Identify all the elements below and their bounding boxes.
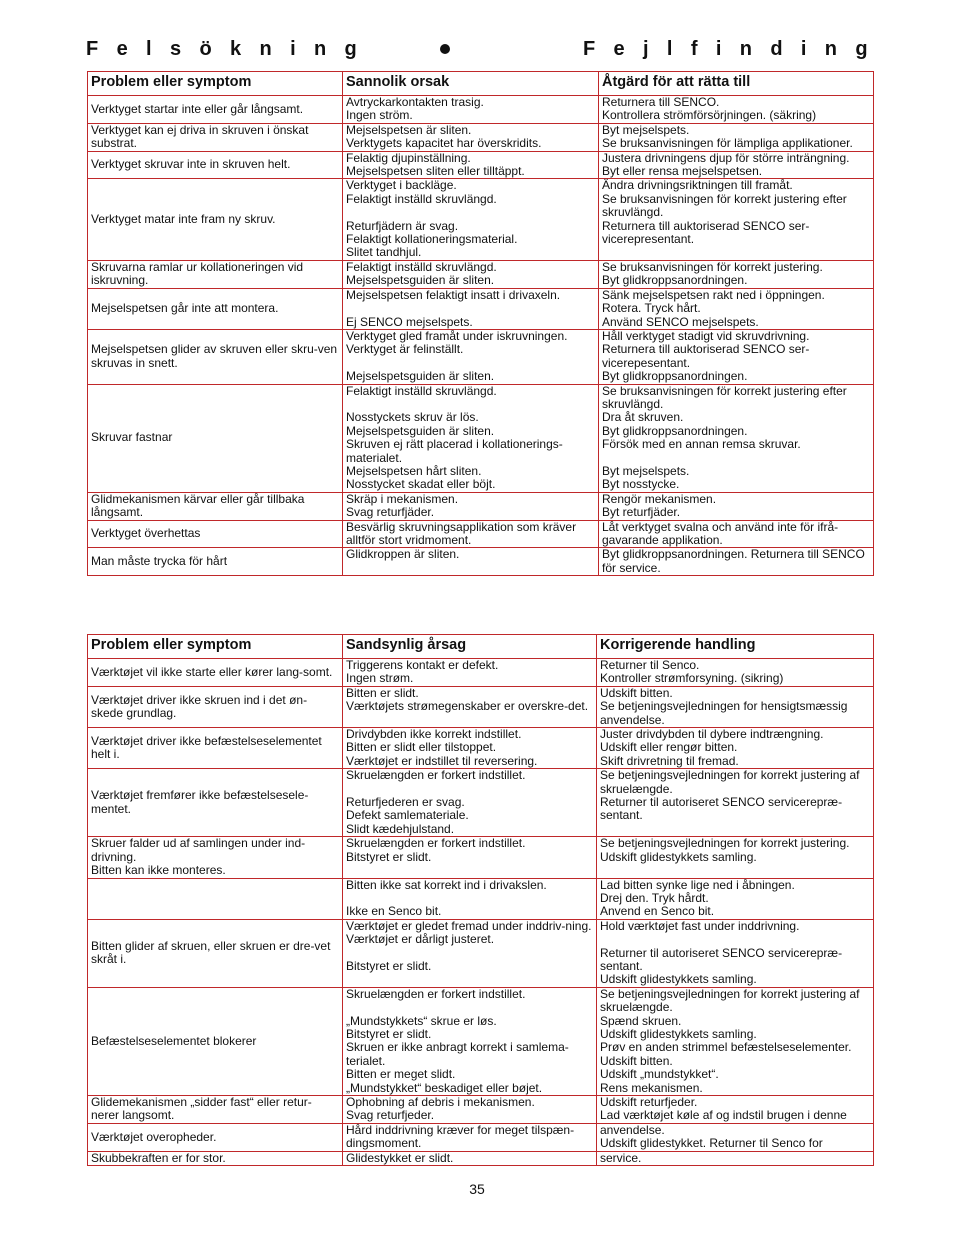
cause-cell: Bitten er slidt. Værktøjets strømegenskaber er overskre-det. [343,686,597,727]
problem-cell: Verktyget startar inte eller går långsamt. [88,96,343,124]
page-number: 35 [469,1181,485,1197]
table-row [88,96,874,124]
cause-cell: Triggerens kontakt er defekt. Ingen strøm. [343,659,597,687]
remedy-cell: Rengör mekanismen. Byt returfjäder. [599,492,874,520]
troubleshooting-table-swedish [87,71,874,576]
problem-cell: Skruvar fastnar [88,384,343,492]
problem-cell: Værktøjet fremfører ikke befæstelsesele-mentet. [88,769,343,837]
column-header-problem: Problem eller symptom [88,72,343,96]
cause-cell: Mejselspetsen är sliten. Verktygets kapacitet har överskridits. [343,123,599,151]
bullet-separator [440,44,450,54]
table-row [88,179,874,260]
column-header-cause: Sannolik orsak [343,72,599,96]
table-header-row [88,72,874,96]
problem-cell: Bitten glider af skruen, eller skruen er dre-vet skråt i. [88,919,343,987]
cause-cell: Skruelængden er forkert indstillet. „Mundstykkets“ skrue er løs. Bitstyret er slidt. Skruen er ikke anbragt korrekt i samlema-terialet. Bitten er meget slidt. „Mundstykket“ beskadiget eller bøjet. [343,987,597,1095]
cause-cell: Ophobning af debris i mekanismen. Svag returfjeder. [343,1096,597,1124]
section-title-swedish: F e l s ö k n i n g [86,38,364,60]
table-row [88,686,874,727]
remedy-cell: Håll verktyget stadigt vid skruvdrivning. Returnera till auktoriserad SENCO ser-vicerepesentant. Byt glidkroppsanordningen. [599,329,874,384]
cause-cell: Værktøjet er gledet fremad under inddriv-ning. Værktøjet er dårligt justeret. Bitstyret er slidt. [343,919,597,987]
remedy-cell: Se betjeningsvejledningen for korrekt justering af skruelængde. Spænd skruen. Udskift glidestykkets samling. Prøv en anden strimmel befæstelseselementer. Udskift bitten. Udskift „mundstykket“. Rens mekanismen. [597,987,874,1095]
problem-cell: Man måste trycka för hårt [88,548,343,576]
problem-cell: Værktøjet driver ikke befæstelseselementet helt i. [88,728,343,769]
cause-cell: Skräp i mekanismen. Svag returfjäder. [343,492,599,520]
table-row [88,492,874,520]
problem-cell: Værktøjet overopheder. [88,1123,343,1151]
cause-cell: Verktyget gled framåt under iskruvningen. Verktyget är felinställt. Mejselspetsguiden är sliten. [343,329,599,384]
problem-cell: Skruvarna ramlar ur kollationeringen vid iskruvning. [88,260,343,288]
remedy-cell: Se betjeningsvejledningen for korrekt justering af skruelængde. Returner til autoriseret SENCO servicerepræ-sentant. [597,769,874,837]
column-header-cause: Sandsynlig årsag [343,635,597,659]
table-row [88,260,874,288]
cause-cell: Avtryckarkontakten trasig. Ingen ström. [343,96,599,124]
remedy-cell: Udskift returfjeder. Lad værktøjet køle af og indstil brugen i denne [597,1096,874,1124]
remedy-cell: Se betjeningsvejledningen for korrekt justering. Udskift glidestykkets samling. [597,837,874,878]
table-row [88,520,874,548]
problem-cell: Verktyget skruvar inte in skruven helt. [88,151,343,179]
table-row [88,987,874,1095]
table-row [88,329,874,384]
remedy-cell: Returnera till SENCO. Kontrollera strömförsörjningen. (säkring) [599,96,874,124]
cause-cell: Hård inddrivning kræver for meget tilspæn-dingsmoment. [343,1123,597,1151]
table-row [88,1123,874,1151]
cause-cell: Besvärlig skruvningsapplikation som kräver alltför stort vridmoment. [343,520,599,548]
table-row [88,151,874,179]
table-row [88,659,874,687]
table-row [88,837,874,878]
cause-cell: Skruelængden er forkert indstillet. Bitstyret er slidt. [343,837,597,878]
cause-cell: Glidkroppen är sliten. [343,548,599,576]
remedy-cell: Låt verktyget svalna och använd inte för ifrå-gavarande applikation. [599,520,874,548]
cause-cell: Drivdybden ikke korrekt indstillet. Bitten er slidt eller tilstoppet. Værktøjet er indstillet til reversering. [343,728,597,769]
remedy-cell: Hold værktøjet fast under inddrivning. Returner til autoriseret SENCO servicerepræ-sentant. Udskift glidestykkets samling. [597,919,874,987]
remedy-cell: Byt mejselspets. Se bruksanvisningen för lämpliga applikationer. [599,123,874,151]
table-row [88,123,874,151]
remedy-cell: Lad bitten synke lige ned i åbningen. Drej den. Tryk hårdt. Anvend en Senco bit. [597,878,874,919]
remedy-cell: Se bruksanvisningen för korrekt justering. Byt glidkroppsanordningen. [599,260,874,288]
table-row [88,288,874,329]
cause-cell: Felaktig djupinställning. Mejselspetsen sliten eller tilltäppt. [343,151,599,179]
problem-cell: Værktøjet vil ikke starte eller kører lang-somt. [88,659,343,687]
remedy-cell: Sänk mejselspetsen rakt ned i öppningen. Rotera. Tryck hårt. Använd SENCO mejselspets. [599,288,874,329]
problem-cell: Glidemekanismen „sidder fast“ eller retur-nerer langsomt. [88,1096,343,1124]
troubleshooting-table-danish [87,634,874,1166]
table-row [88,1096,874,1124]
cause-cell: Felaktigt inställd skruvlängd. Mejselspetsguiden är sliten. [343,260,599,288]
problem-cell: Mejselspetsen går inte att montera. [88,288,343,329]
table-row [88,728,874,769]
remedy-cell: Ändra drivningsriktningen till framåt. Se bruksanvisningen för korrekt justering efter skruvlängd. Returnera till auktoriserad SENCO ser-vicerepresentant. [599,179,874,260]
problem-cell: Verktyget kan ej driva in skruven i önskat substrat. [88,123,343,151]
problem-cell: Skubbekraften er for stor. [88,1151,343,1165]
problem-cell: Glidmekanismen kärvar eller går tillbaka långsamt. [88,492,343,520]
problem-cell: Befæstelseselementet blokerer [88,987,343,1095]
cause-cell: Skruelængden er forkert indstillet. Returfjederen er svag. Defekt samlemateriale. Slidt kædehjulstand. [343,769,597,837]
table-row [88,1151,874,1165]
cause-cell: Felaktigt inställd skruvlängd. Nosstyckets skruv är lös. Mejselspetsguiden är sliten. Skruven ej rätt placerad i kollationerings-materialet. Mejselspetsen hårt sliten. Nosstycket skadat eller böjt. [343,384,599,492]
table-row [88,919,874,987]
table-header-row [88,635,874,659]
column-header-remedy: Korrigerende handling [597,635,874,659]
table-row [88,548,874,576]
problem-cell: Skruer falder ud af samlingen under ind-drivning. Bitten kan ikke monteres. [88,837,343,878]
table-row [88,769,874,837]
cause-cell: Verktyget i backläge. Felaktigt inställd skruvlängd. Returfjädern är svag. Felaktigt kollationeringsmaterial. Slitet tandhjul. [343,179,599,260]
cause-cell: Mejselspetsen felaktigt insatt i drivaxeln. Ej SENCO mejselspets. [343,288,599,329]
remedy-cell: anvendelse. Udskift glidestykket. Returner til Senco for [597,1123,874,1151]
section-title-danish: F e j l f i n d i n g [582,38,874,60]
table-row [88,384,874,492]
remedy-cell: service. [597,1151,874,1165]
remedy-cell: Byt glidkroppsanordningen. Returnera till SENCO för service. [599,548,874,576]
remedy-cell: Juster drivdybden til dybere indtrængning. Udskift eller rengør bitten. Skift drivretning til fremad. [597,728,874,769]
remedy-cell: Se bruksanvisningen för korrekt justering efter skruvlängd. Dra åt skruven. Byt glidkroppsanordningen. Försök med en annan remsa skruvar. Byt mejselspets. Byt nosstycke. [599,384,874,492]
table-row [88,878,874,919]
column-header-remedy: Åtgärd för att rätta till [599,72,874,96]
remedy-cell: Returner til Senco. Kontroller strømforsyning. (sikring) [597,659,874,687]
problem-cell: Verktyget matar inte fram ny skruv. [88,179,343,260]
column-header-problem: Problem eller symptom [88,635,343,659]
problem-cell: Mejselspetsen glider av skruven eller skru-ven skruvas in snett. [88,329,343,384]
problem-cell [88,878,343,919]
cause-cell: Glidestykket er slidt. [343,1151,597,1165]
remedy-cell: Udskift bitten. Se betjeningsvejledningen for hensigtsmæssig anvendelse. [597,686,874,727]
remedy-cell: Justera drivningens djup för större inträngning. Byt eller rensa mejselspetsen. [599,151,874,179]
problem-cell: Værktøjet driver ikke skruen ind i det øn-skede grundlag. [88,686,343,727]
problem-cell: Verktyget överhettas [88,520,343,548]
cause-cell: Bitten ikke sat korrekt ind i drivakslen. Ikke en Senco bit. [343,878,597,919]
